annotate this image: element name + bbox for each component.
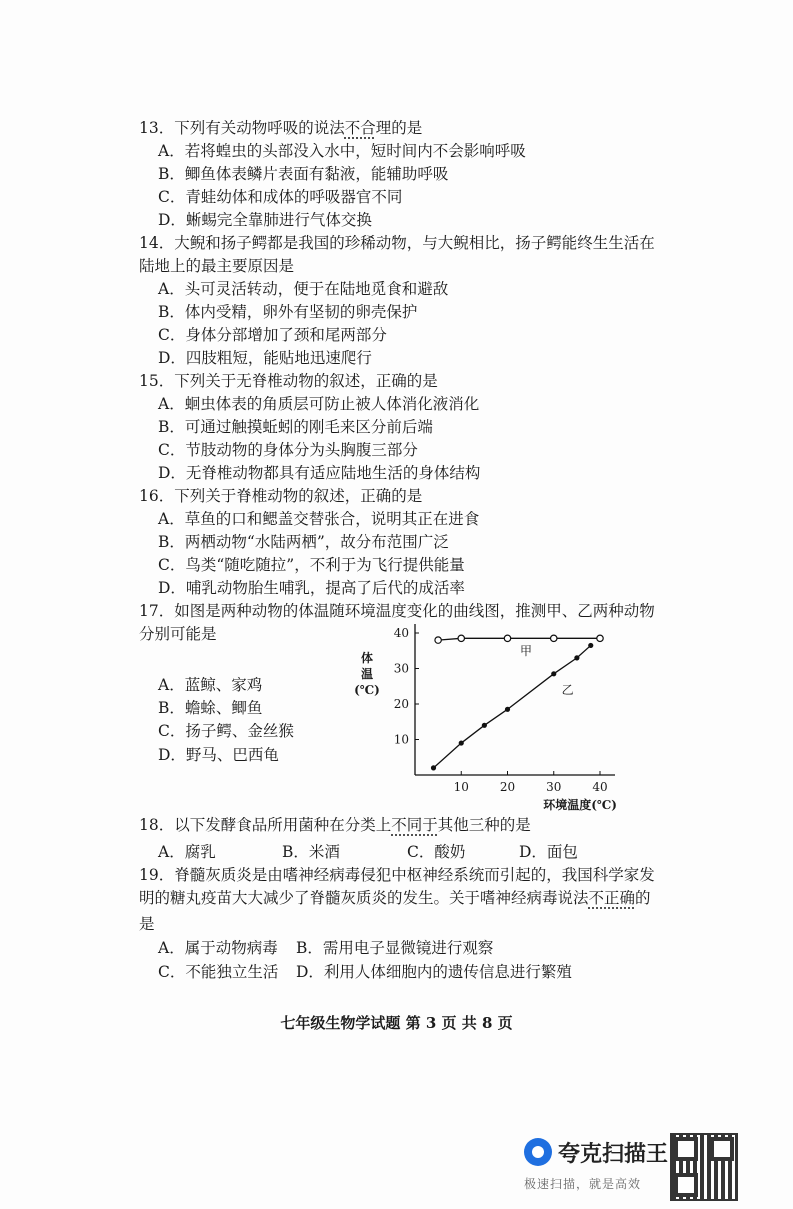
- x-tick-label: 40: [592, 780, 608, 794]
- q14-stem-line1: 14．大鲵和扬子鳄都是我国的珍稀动物，与大鲵相比，扬子鳄能终生生活在: [139, 234, 655, 252]
- data-point: [459, 740, 464, 745]
- data-point: [431, 765, 436, 770]
- q14-option-d: D．四肢粗短，能贴地迅速爬行: [158, 349, 372, 367]
- q13-option-d: D．蜥蜴完全靠肺进行气体交换: [158, 211, 372, 229]
- q14-stem-line2: 陆地上的最主要原因是: [139, 257, 295, 275]
- q14-option-c: C．身体分部增加了颈和尾两部分: [158, 326, 387, 344]
- y-tick-label: 10: [393, 732, 409, 747]
- data-point: [597, 635, 603, 641]
- data-point: [505, 707, 510, 712]
- y-axis-label: 温: [360, 667, 374, 681]
- q16-option-c: C．鸟类“随吃随拉”，不利于为飞行提供能量: [158, 556, 465, 574]
- page-footer: 七年级生物学试题 第 3 页 共 8 页: [280, 1014, 513, 1032]
- q16-option-a: A．草鱼的口和鳃盖交替张合，说明其正在进食: [158, 510, 480, 528]
- q16-stem: 16．下列关于脊椎动物的叙述，正确的是: [139, 487, 423, 505]
- q17-stem-line1: 17．如图是两种动物的体温随环境温度变化的曲线图，推测甲、乙两种动物: [139, 602, 655, 620]
- watermark-subtitle: 极速扫描，就是高效: [524, 1177, 642, 1191]
- data-point: [458, 635, 464, 641]
- scanner-logo-icon: [524, 1138, 552, 1166]
- y-axis-label: 体: [360, 651, 374, 665]
- q13-option-c: C．青蛙幼体和成体的呼吸器官不同: [158, 188, 403, 206]
- q16-option-b: B．两栖动物“水陆两栖”，故分布范围广泛: [158, 533, 449, 551]
- y-tick-label: 20: [393, 697, 409, 711]
- q13-option-b: B．鲫鱼体表鳞片表面有黏液，能辅助呼吸: [158, 165, 449, 183]
- q19-stem-line1: 19．脊髓灰质炎是由嗜神经病毒侵犯中枢神经系统而引起的，我国科学家发: [139, 866, 655, 884]
- q18-option-c: C．酸奶: [407, 843, 466, 861]
- q19-stem-line2: 明的糖丸疫苗大大减少了脊髓灰质炎的发生。关于嗜神经病毒说法不正确的: [139, 889, 651, 907]
- x-tick-label: 30: [546, 780, 562, 794]
- data-point: [574, 655, 579, 660]
- watermark-title: 夸克扫描王: [558, 1142, 669, 1167]
- series-label-yi: 乙: [561, 682, 574, 697]
- data-point: [588, 643, 593, 648]
- q17-option-c: C．扬子鳄、金丝猴: [158, 722, 294, 740]
- data-point: [551, 635, 557, 641]
- q14-option-a: A．头可灵活转动，便于在陆地觅食和避敌: [158, 280, 449, 298]
- y-axis-label: (℃): [354, 683, 380, 697]
- y-tick-label: 40: [393, 626, 409, 640]
- q19-option-c: C．不能独立生活: [158, 963, 279, 981]
- q17-stem-line2: 分别可能是: [139, 625, 217, 643]
- x-tick-label: 20: [499, 780, 516, 794]
- q14-option-b: B．体内受精，卵外有坚韧的卵壳保护: [158, 303, 418, 321]
- q15-option-c: C．节肢动物的身体分为头胸腹三部分: [158, 441, 418, 459]
- q18-option-b: B．米酒: [282, 843, 340, 861]
- q19-option-d: D．利用人体细胞内的遗传信息进行繁殖: [296, 963, 572, 981]
- data-point: [551, 671, 556, 676]
- q15-stem: 15．下列关于无脊椎动物的叙述，正确的是: [139, 372, 438, 390]
- q19-option-b: B．需用电子显微镜进行观察: [296, 939, 494, 957]
- series-label-jia: 甲: [519, 643, 533, 658]
- x-axis-label: 环境温度(℃): [543, 798, 617, 812]
- q17-option-b: B．蟾蜍、鲫鱼: [158, 699, 263, 717]
- data-point: [435, 637, 441, 643]
- data-point: [504, 635, 510, 641]
- body-temperature-chart: [345, 620, 625, 815]
- q17-option-a: A．蓝鲸、家鸡: [158, 676, 263, 694]
- q15-option-a: A．蛔虫体表的角质层可防止被人体消化液消化: [158, 395, 480, 413]
- q15-option-d: D．无脊椎动物都具有适应陆地生活的身体结构: [158, 464, 481, 482]
- scanner-watermark: [518, 1133, 738, 1203]
- q15-option-b: B．可通过触摸蚯蚓的刚毛来区分前后端: [158, 418, 433, 436]
- y-tick-label: 30: [393, 661, 409, 676]
- q18-option-a: A．腐乳: [158, 843, 216, 861]
- q19-option-a: A．属于动物病毒: [158, 939, 278, 957]
- data-point: [482, 723, 487, 728]
- q18-option-d: D．面包: [519, 843, 578, 861]
- q17-option-d: D．野马、巴西龟: [158, 746, 279, 764]
- q13-option-a: A．若将蝗虫的头部没入水中，短时间内不会影响呼吸: [158, 142, 526, 160]
- q18-stem: 18．以下发酵食品所用菌种在分类上不同于其他三种的是: [139, 816, 531, 834]
- q16-option-d: D．哺乳动物胎生哺乳，提高了后代的成活率: [158, 579, 465, 597]
- q19-stem-line3: 是: [139, 915, 155, 933]
- x-tick-label: 10: [453, 780, 469, 794]
- qr-code-icon: [670, 1133, 738, 1201]
- series-line-yi: [434, 645, 591, 767]
- q13-stem: 13．下列有关动物呼吸的说法不合理的是: [139, 119, 423, 137]
